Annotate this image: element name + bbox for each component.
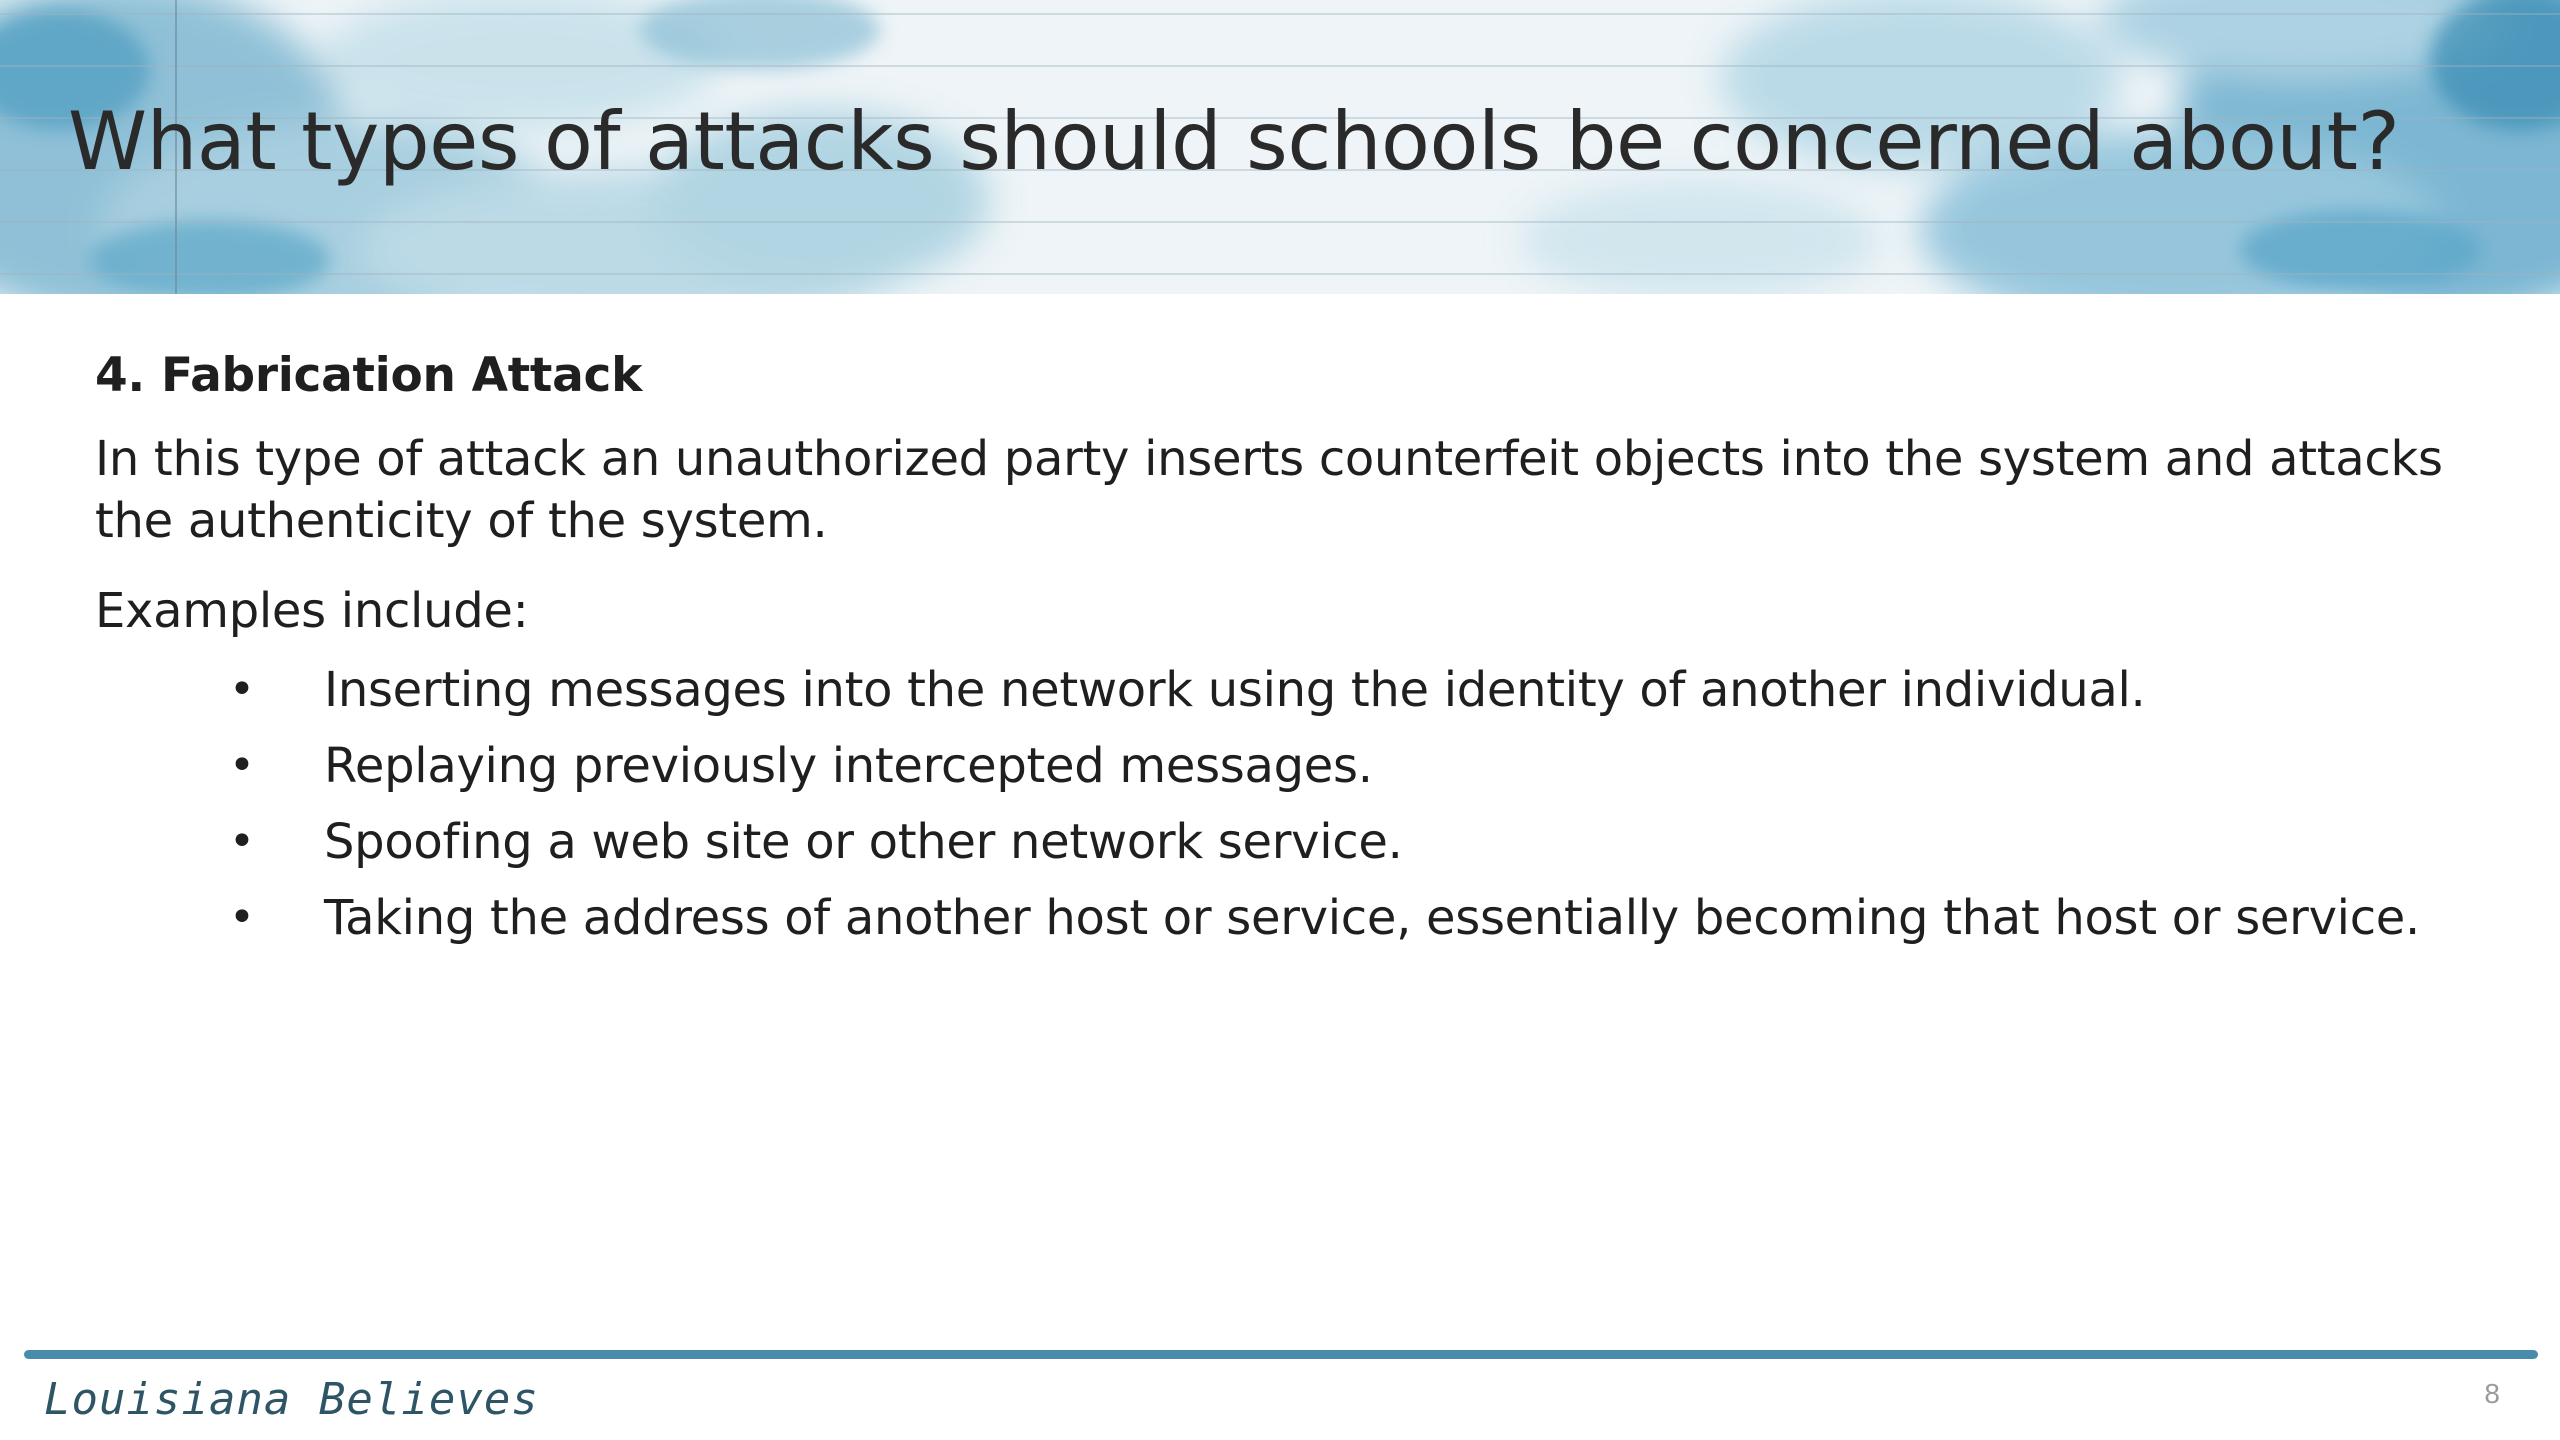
description-paragraph: In this type of attack an unauthorized party inserts counterfeit objects into the system and attacks the authenticity of the system. — [95, 431, 2443, 549]
list-item-text: Taking the address of another host or service, essentially becoming that host or service. — [324, 890, 2420, 946]
bullet-icon: • — [229, 664, 255, 715]
list-item — [95, 652, 2495, 728]
list-item — [95, 728, 2495, 804]
footer-brand-logo: Louisiana Believes — [44, 1374, 539, 1425]
list-item — [95, 804, 2495, 880]
list-item — [95, 880, 2495, 956]
bullet-icon: • — [229, 816, 255, 867]
section-heading: 4. Fabrication Attack — [95, 348, 643, 403]
header-band — [0, 0, 2560, 294]
footer-divider — [24, 1350, 2538, 1359]
examples-label: Examples include: — [95, 583, 529, 639]
list-item-text: Inserting messages into the network using the identity of another individual. — [324, 662, 2146, 718]
list-item-text: Spoofing a web site or other network service. — [324, 814, 1403, 870]
page-number: 8 — [2484, 1378, 2500, 1409]
example-list — [95, 652, 2495, 956]
slide-title: What types of attacks should schools be concerned about? — [68, 95, 2400, 188]
list-item-text: Replaying previously intercepted messages. — [324, 738, 1373, 794]
bullet-icon: • — [229, 892, 255, 943]
bullet-icon: • — [229, 740, 255, 791]
content-area — [95, 342, 2495, 956]
